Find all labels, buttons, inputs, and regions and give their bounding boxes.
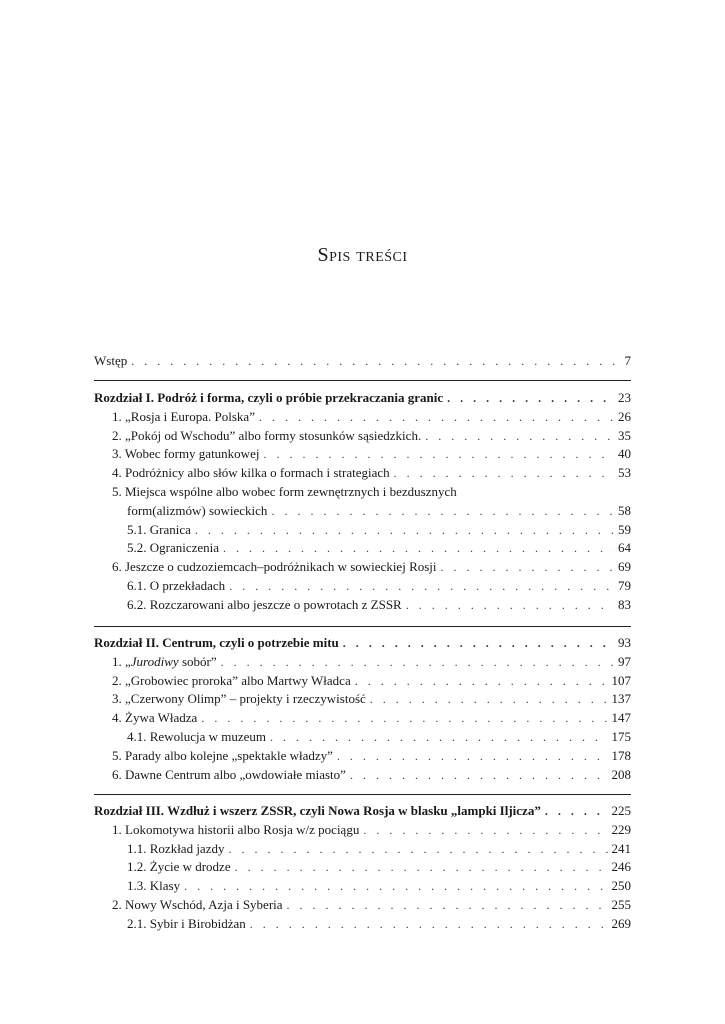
toc-entry-label: 2.1. Sybir i Birobidżan <box>127 915 246 931</box>
leader-dots <box>184 877 607 896</box>
leader-dots <box>221 653 614 672</box>
toc-entry-label: 1. „Rosja i Europa. Polska” <box>112 408 255 424</box>
leader-dots <box>229 577 614 596</box>
toc-entry-page: 83 <box>618 596 631 612</box>
toc-entry-page: 241 <box>611 840 631 856</box>
toc-entry[interactable] <box>94 521 631 540</box>
leader-dots <box>263 445 614 464</box>
toc-entry[interactable] <box>94 408 631 427</box>
leader-dots <box>406 596 614 615</box>
toc-entry[interactable] <box>94 653 631 672</box>
toc-entry[interactable] <box>94 858 631 877</box>
toc-entry-label-italic: Jurodiwy <box>130 653 179 669</box>
toc-entry-label: Wstęp <box>94 353 128 368</box>
toc-entry-page: 53 <box>618 465 631 481</box>
toc-entry-label: Rozdział II. Centrum, czyli o potrzebie mitu <box>94 635 339 650</box>
leader-dots <box>337 747 608 766</box>
toc-entry-page: 93 <box>618 635 631 650</box>
toc-entry-label: 1.1. Rozkład jazdy <box>127 840 225 856</box>
leader-dots <box>394 464 614 483</box>
toc-chapter-1-heading[interactable] <box>94 389 631 408</box>
toc-intro-section <box>94 352 631 371</box>
toc-entry[interactable] <box>94 596 631 615</box>
section-divider <box>94 626 631 627</box>
toc-entry-page: 23 <box>618 390 631 405</box>
leader-dots <box>355 672 608 691</box>
toc-entry-label: 6.2. Rozczarowani albo jeszcze o powrotach z ZSSR <box>127 596 402 612</box>
leader-dots <box>201 709 607 728</box>
toc-entry-page: 229 <box>611 821 631 837</box>
toc-entry-page: 69 <box>618 559 631 575</box>
toc-entry[interactable] <box>94 539 631 558</box>
leader-dots <box>287 896 608 915</box>
toc-entry[interactable] <box>94 728 631 747</box>
toc-entry-page: 26 <box>618 408 631 424</box>
toc-entry[interactable] <box>94 915 631 934</box>
toc-entry-page: 35 <box>618 427 631 443</box>
toc-entry-page: 40 <box>618 446 631 462</box>
toc-entry[interactable] <box>94 577 631 596</box>
toc-entry-page: 246 <box>611 859 631 875</box>
toc-entry-label: 4. Podróżnicy albo słów kilka o formach i strategiach <box>112 465 390 481</box>
toc-entry-label <box>112 653 217 672</box>
toc-entry-label: 2. Nowy Wschód, Azja i Syberia <box>112 896 283 912</box>
toc-entry-intro[interactable] <box>94 352 631 371</box>
leader-dots <box>270 728 608 747</box>
toc-entry-page: 269 <box>611 915 631 931</box>
toc-entry-label: 6. Jeszcze o cudzoziemcach–podróżnikach w sowieckiej Rosji <box>112 559 437 575</box>
leader-dots <box>425 427 614 446</box>
toc-chapter-2-section <box>94 634 631 784</box>
toc-entry-page: 147 <box>611 710 631 726</box>
toc-entry-page: 250 <box>611 878 631 894</box>
toc-entry-page: 255 <box>611 896 631 912</box>
toc-entry-label: 3. Wobec formy gatunkowej <box>112 446 260 462</box>
toc-chapter-1-section <box>94 389 631 615</box>
leader-dots <box>259 408 614 427</box>
toc-entry-multiline-end[interactable] <box>94 502 631 521</box>
leader-dots <box>350 766 608 785</box>
toc-entry-page: 178 <box>611 747 631 763</box>
leader-dots <box>441 558 614 577</box>
toc-entry[interactable] <box>94 427 631 446</box>
leader-dots <box>250 915 608 934</box>
toc-entry-page: 59 <box>618 521 631 537</box>
leader-dots <box>223 539 614 558</box>
toc-entry[interactable] <box>94 690 631 709</box>
toc-entry-label: 1.3. Klasy <box>127 878 181 894</box>
toc-chapter-2-heading[interactable] <box>94 634 631 653</box>
toc-entry[interactable] <box>94 821 631 840</box>
toc-entry-label: 4. Żywa Władza <box>112 710 198 726</box>
leader-dots <box>195 521 614 540</box>
toc-entry[interactable] <box>94 464 631 483</box>
toc-entry-label: 2. „Grobowiec proroka” albo Martwy Władca <box>112 672 351 688</box>
toc-entry-page: 7 <box>624 353 631 368</box>
toc-entry[interactable] <box>94 840 631 859</box>
toc-entry-label: 5. Miejsca wspólne albo wobec form zewnętrznych i bezdusznych <box>112 483 457 499</box>
toc-entry-label: 4.1. Rewolucja w muzeum <box>127 728 266 744</box>
section-divider <box>94 380 631 381</box>
toc-entry-page: 97 <box>618 653 631 669</box>
leader-dots <box>235 858 608 877</box>
toc-entry-label: 1.2. Życie w drodze <box>127 859 231 875</box>
section-divider <box>94 794 631 795</box>
leader-dots <box>228 840 607 859</box>
toc-entry-label: 6. Dawne Centrum albo „owdowiałe miasto” <box>112 766 346 782</box>
toc-entry-page: 58 <box>618 502 631 518</box>
leader-dots <box>545 802 608 821</box>
toc-chapter-3-section <box>94 802 631 934</box>
leader-dots <box>370 690 608 709</box>
toc-entry-page: 175 <box>611 728 631 744</box>
toc-entry[interactable] <box>94 445 631 464</box>
toc-entry-label-prefix: 1. „ <box>112 653 131 669</box>
toc-entry[interactable] <box>94 672 631 691</box>
toc-chapter-3-heading[interactable] <box>94 802 631 821</box>
toc-entry-multiline-start[interactable] <box>94 483 631 502</box>
toc-entry-page: 64 <box>618 540 631 556</box>
toc-entry[interactable] <box>94 709 631 728</box>
leader-dots <box>447 389 614 408</box>
toc-entry-page: 107 <box>611 672 631 688</box>
toc-entry-label: Rozdział I. Podróż i forma, czyli o próbie przekraczania granic <box>94 390 444 405</box>
toc-entry-label: 5.2. Ograniczenia <box>127 540 220 556</box>
toc-entry-label: 5. Parady albo kolejne „spektakle władzy” <box>112 747 333 763</box>
toc-entry-label: Rozdział III. Wzdłuż i wszerz ZSSR, czyli Nowa Rosja w blasku „lampki Iljicza” <box>94 803 541 818</box>
toc-entry-label: form(alizmów) sowieckich <box>127 502 268 518</box>
toc-entry[interactable] <box>94 877 631 896</box>
toc-entry-label: 2. „Pokój od Wschodu” albo formy stosunków sąsiedzkich. <box>112 427 422 443</box>
toc-entry-page: 79 <box>618 577 631 593</box>
toc-entry-label: 5.1. Granica <box>127 521 191 537</box>
leader-dots <box>131 352 620 371</box>
toc-entry[interactable] <box>94 766 631 785</box>
toc-entry[interactable] <box>94 747 631 766</box>
page-title: Spis treści <box>317 244 408 266</box>
toc-entry[interactable] <box>94 558 631 577</box>
toc-entry-label: 6.1. O przekładach <box>127 577 226 593</box>
toc-entry-label: 1. Lokomotywa historii albo Rosja w/z pociągu <box>112 821 360 837</box>
toc-entry-page: 225 <box>611 803 631 818</box>
toc-entry-page: 208 <box>611 766 631 782</box>
toc-entry-page: 137 <box>611 691 631 707</box>
toc-entry[interactable] <box>94 896 631 915</box>
leader-dots <box>363 821 607 840</box>
toc-entry-label: 3. „Czerwony Olimp” – projekty i rzeczywistość <box>112 691 366 707</box>
leader-dots <box>343 634 614 653</box>
leader-dots <box>271 502 614 521</box>
toc-entry-label-suffix: sobór” <box>178 653 217 669</box>
